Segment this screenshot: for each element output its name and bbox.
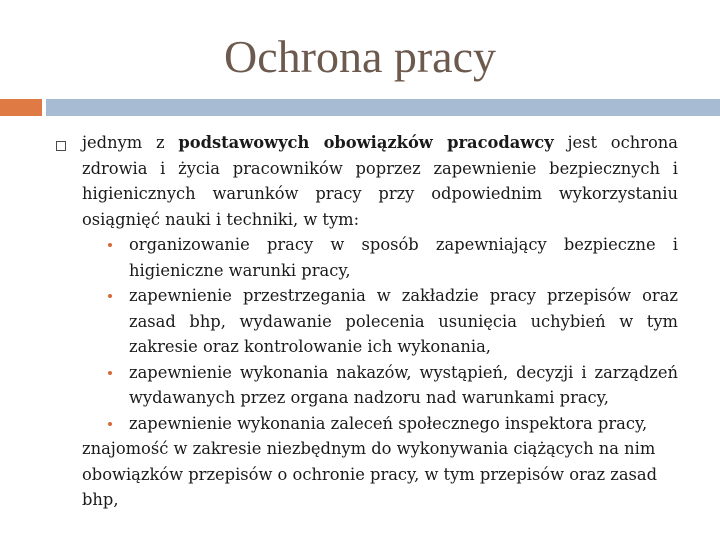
intro-bold-text: podstawowych obowiązków pracodawcy [178, 133, 554, 152]
list-item-text: organizowanie pracy w sposób zapewniający bezpieczne i higieniczne warunki pracy, [129, 235, 678, 280]
bullet-dot-icon [108, 422, 112, 426]
list-item-text: zapewnienie wykonania zaleceń społecznego inspektora pracy, [129, 413, 648, 433]
accent-bar-orange [0, 99, 42, 116]
list-item [129, 360, 678, 411]
intro-text-a: jednym z [82, 133, 179, 152]
slide-title: Ochrona pracy [223, 31, 497, 82]
bullet-dot-icon [108, 243, 112, 247]
list-item-text: zapewnienie wykonania nakazów, wystąpień, decyzji i zarządzeń wydawanych przez organa nadzoru nad warunkami pracy, [129, 362, 678, 407]
slide-body [82, 130, 678, 513]
sub-list [82, 232, 678, 436]
list-item [129, 283, 678, 360]
list-item [129, 232, 678, 283]
list-item-text: zapewnienie przestrzegania w zakładzie pracy przepisów oraz zasad bhp, wydawanie polecenia usunięcia uchybień w tym zakresie oraz kontrolowanie ich wykonania, [129, 286, 678, 356]
intro-paragraph [82, 130, 678, 232]
closing-paragraph: znajomość w zakresie niezbędnym do wykonywania ciążących na nim obowiązków przepisów o ochronie pracy, w tym przepisów oraz zasad bhp, [82, 439, 658, 509]
list-item [129, 411, 678, 437]
square-bullet-icon [56, 141, 66, 151]
intro-text-b: jest ochrona zdrowia i życia pracowników poprzez zapewnienie bezpiecznych i higienicznych warunków pracy przy odpowiednim wykorzystaniu osiągnięć nauki i techniki, w tym: [82, 133, 678, 229]
bullet-dot-icon [108, 294, 112, 298]
accent-bar-blue [46, 99, 720, 116]
bullet-dot-icon [108, 371, 112, 375]
